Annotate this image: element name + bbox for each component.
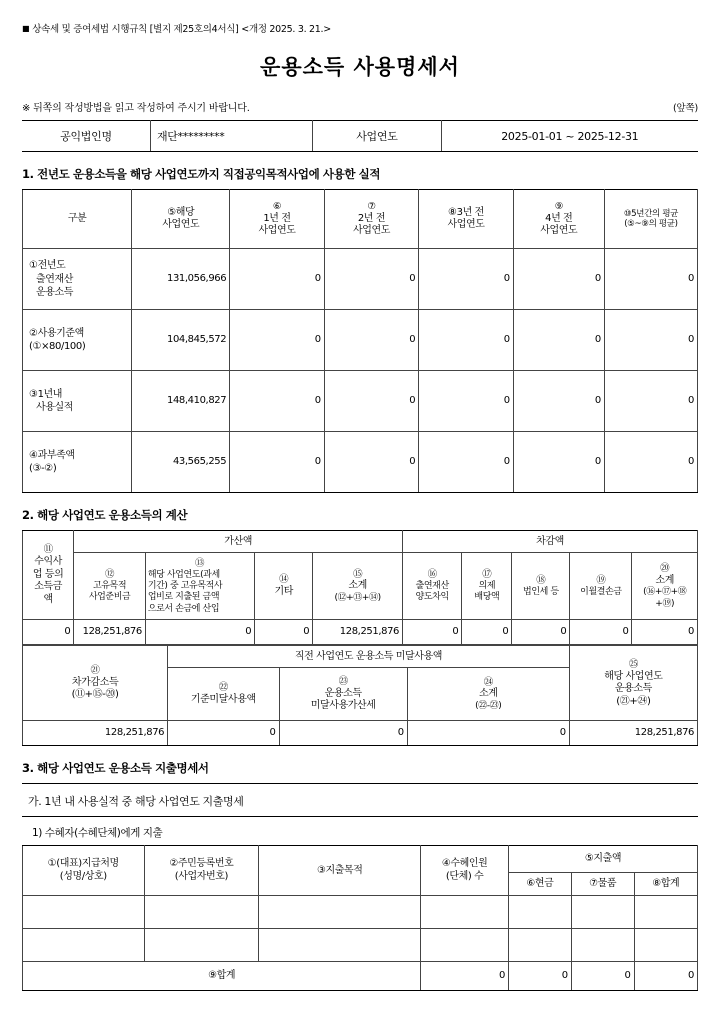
cell-value[interactable]: 0 — [632, 620, 698, 645]
cell-value[interactable]: 0 — [145, 620, 254, 645]
table-row — [23, 371, 698, 432]
col-header-17-l1: 의제 — [478, 581, 496, 592]
section-1-title: 1. 전년도 운용소득을 해당 사업연도까지 직접공익목적사업에 사용한 실적 — [22, 167, 381, 182]
col-header-21-num: ㉑ — [90, 664, 100, 676]
col-header-17-num: ⑰ — [482, 569, 492, 581]
cell-value[interactable]: 0 — [604, 310, 697, 371]
col-header-12-l1: 고유목적 — [92, 581, 127, 592]
section-2-header-row — [23, 553, 698, 620]
instruction-note: ※ 뒤쪽의 작성방법을 읽고 작성하여 주시기 바랍니다. — [22, 103, 250, 115]
col-header-21-l1: 차가감소득 — [71, 676, 119, 688]
section-3a1-title: 1) 수혜자(수혜단체)에게 지출 — [32, 827, 163, 840]
col-header-6 — [230, 190, 325, 249]
cell-value[interactable]: 0 — [324, 432, 419, 493]
col-header-19-l1: 이월결손금 — [580, 586, 622, 597]
col-header-5 — [132, 190, 230, 249]
fiscal-year-value[interactable]: 2025-01-01 ~ 2025-12-31 — [441, 121, 698, 152]
col-header-15 — [313, 553, 403, 620]
table-row — [23, 432, 698, 493]
col-header-payee-l2: (성명/상호) — [59, 870, 107, 882]
cell-value[interactable] — [23, 896, 145, 929]
row-label-4-l2: (③-②) — [29, 463, 57, 475]
col-header-11-l2: 업 등의 — [32, 568, 64, 580]
org-name-label: 공익법인명 — [22, 121, 150, 152]
col-header-10-l2: (⑤~⑨의 평균) — [624, 219, 678, 230]
col-header-beneficiary-count — [421, 846, 509, 896]
cell-value[interactable] — [144, 929, 259, 962]
col-header-25-l2: 운용소득 — [614, 683, 652, 695]
row-label-1-l3: 운용소득 — [36, 287, 74, 299]
col-header-14-l1: 기타 — [274, 586, 293, 598]
page-side-mark: (앞쪽) — [673, 103, 698, 115]
section-3-total-row — [23, 962, 698, 991]
cell-value[interactable]: 0 — [513, 310, 604, 371]
total-label: ⑨합계 — [23, 962, 421, 991]
group-header-deduction: 차감액 — [403, 531, 698, 553]
cell-value[interactable]: 0 — [570, 620, 632, 645]
col-header-20-l2: (⑯+⑰+⑱ — [643, 587, 687, 598]
cell-value[interactable] — [508, 896, 571, 929]
cell-value[interactable]: 0 — [230, 249, 325, 310]
row-label-2-l2: (①×80/100) — [29, 341, 86, 353]
section-2-top-table — [22, 530, 698, 645]
col-header-11-l1: 수익사 — [34, 556, 63, 568]
section-3a-divider — [22, 816, 698, 817]
col-header-15-l1: 소계 — [348, 580, 367, 592]
col-header-25-l1: 해당 사업연도 — [604, 670, 663, 682]
col-header-24-num: ㉔ — [483, 676, 493, 688]
col-header-7-l2: 2년 전 — [357, 212, 386, 224]
section-2-group-row — [23, 531, 698, 553]
col-header-13-l4: 으로서 손금에 산입 — [147, 603, 220, 614]
col-header-6-l3: 사업연도 — [258, 225, 296, 237]
col-header-id-number — [144, 846, 259, 896]
cell-value[interactable]: 0 — [512, 620, 570, 645]
col-header-25-l3: (㉑+㉔) — [616, 695, 651, 707]
cell-value[interactable]: 104,845,572 — [132, 310, 230, 371]
col-header-12-l2: 사업준비금 — [88, 592, 131, 603]
col-header-14-num: ⑭ — [279, 574, 289, 586]
cell-value[interactable]: 0 — [419, 310, 514, 371]
table-row — [23, 721, 698, 746]
col-header-17 — [462, 553, 512, 620]
table-row — [23, 310, 698, 371]
col-header-16 — [403, 553, 462, 620]
cell-value[interactable]: 0 — [419, 371, 514, 432]
col-header-20-l1: 소계 — [655, 574, 674, 586]
section-1-header-row — [23, 190, 698, 249]
cell-value[interactable] — [259, 929, 421, 962]
section-3a-title: 가. 1년 내 사용실적 중 해당 사업연도 지출명세 — [28, 795, 244, 809]
col-header-purpose: ③지출목적 — [259, 846, 421, 896]
row-label-4-l1: ④과부족액 — [29, 449, 75, 461]
col-header-9-l1: ⑨ — [554, 200, 563, 212]
section-3-header-row-1 — [23, 846, 698, 873]
table-row — [22, 121, 698, 152]
col-header-9 — [513, 190, 604, 249]
cell-value[interactable]: 148,410,827 — [132, 371, 230, 432]
col-header-18-l1: 법인세 등 — [523, 586, 559, 597]
section-2-bottom-table — [22, 645, 698, 746]
col-header-8-l2: 사업연도 — [447, 219, 485, 231]
cell-value[interactable] — [23, 929, 145, 962]
cell-value[interactable]: 0 — [513, 249, 604, 310]
row-label-3-l1: ③1년내 — [29, 388, 63, 400]
row-label-1-l1: ①전년도 — [29, 260, 66, 272]
cell-value[interactable]: 0 — [419, 249, 514, 310]
cell-value[interactable] — [421, 896, 509, 929]
row-label-3-l2: 사용실적 — [36, 402, 74, 414]
notice-row — [22, 99, 698, 114]
col-header-6-l2: 1년 전 — [263, 212, 291, 224]
col-header-19 — [570, 553, 632, 620]
col-header-11-l3: 소득금 — [34, 581, 63, 593]
row-label-1 — [23, 249, 132, 310]
cell-value[interactable]: 0 — [604, 249, 697, 310]
row-label-1-l2: 출연재산 — [36, 273, 74, 285]
org-info-table — [22, 120, 698, 152]
cell-value[interactable]: 0 — [403, 620, 462, 645]
col-header-12 — [74, 553, 146, 620]
col-header-22-l1: 기준미달사용액 — [190, 694, 256, 706]
col-header-22-num: ㉒ — [218, 682, 228, 694]
col-header-7 — [324, 190, 419, 249]
col-header-13 — [145, 553, 254, 620]
cell-value[interactable]: 0 — [168, 721, 279, 746]
cell-value[interactable]: 131,056,966 — [132, 249, 230, 310]
table-row — [23, 896, 698, 929]
row-label-3 — [23, 371, 132, 432]
cell-value[interactable]: 0 — [513, 371, 604, 432]
cell-value[interactable]: 0 — [604, 432, 697, 493]
col-header-goods: ⑦물품 — [571, 873, 634, 896]
col-header-7-l1: ⑦ — [367, 200, 376, 212]
table-row — [23, 249, 698, 310]
col-header-25-num: ㉕ — [628, 658, 638, 670]
total-sum[interactable]: 0 — [634, 962, 697, 991]
cell-value[interactable]: 128,251,876 — [313, 620, 403, 645]
col-header-15-l2: (⑫+⑬+⑭) — [334, 592, 381, 603]
cell-value[interactable] — [259, 896, 421, 929]
section-2b-group-row — [23, 646, 698, 668]
cell-value[interactable]: 0 — [230, 432, 325, 493]
row-label-2-l1: ②사용기준액 — [29, 327, 84, 339]
col-header-15-num: ⑮ — [353, 568, 363, 580]
cell-value[interactable]: 0 — [324, 371, 419, 432]
cell-value[interactable]: 0 — [324, 310, 419, 371]
cell-value[interactable] — [634, 896, 697, 929]
group-header-expenditure: ⑤지출액 — [508, 846, 697, 873]
section-3-title: 3. 해당 사업연도 운용소득 지출명세서 — [22, 761, 209, 776]
col-header-id-number-l2: (사업자번호) — [174, 870, 229, 882]
group-header-addition: 가산액 — [74, 531, 403, 553]
section-2-title: 2. 해당 사업연도 운용소득의 계산 — [22, 508, 188, 523]
cell-value[interactable]: 0 — [324, 249, 419, 310]
col-header-22 — [168, 668, 279, 721]
col-header-16-num: ⑯ — [427, 569, 437, 581]
cell-value[interactable] — [571, 896, 634, 929]
col-header-24 — [407, 668, 569, 721]
col-header-id-number-l1: ②주민등록번호 — [169, 858, 234, 870]
col-header-6-l1: ⑥ — [272, 200, 282, 212]
cell-value[interactable]: 0 — [23, 620, 74, 645]
col-header-24-l2: (㉒-㉓) — [475, 700, 502, 711]
col-header-21-l2: (⑪+⑮-⑳) — [71, 689, 119, 701]
col-header-11-num: ⑪ — [43, 544, 53, 556]
cell-value[interactable]: 128,251,876 — [569, 721, 697, 746]
table-row — [23, 620, 698, 645]
col-header-13-l3: 업비로 지출된 금액 — [147, 592, 220, 603]
cell-value[interactable]: 128,251,876 — [23, 721, 168, 746]
col-header-sum: ⑧합계 — [634, 873, 697, 896]
col-header-23-num: ㉓ — [338, 675, 348, 687]
col-header-25 — [569, 646, 697, 721]
fiscal-year-label: 사업연도 — [313, 121, 441, 152]
col-header-20-num: ⑳ — [660, 562, 670, 574]
col-header-11-l4: 액 — [43, 593, 53, 605]
col-header-20-l3: +⑲) — [655, 598, 675, 609]
form-code-line — [22, 24, 698, 35]
total-beneficiary-count[interactable]: 0 — [421, 962, 509, 991]
col-header-19-num: ⑲ — [596, 574, 606, 586]
square-bullet-icon: ■ — [22, 24, 30, 33]
cell-value[interactable] — [421, 929, 509, 962]
cell-value[interactable]: 0 — [513, 432, 604, 493]
col-header-16-l1: 출연재산 — [415, 581, 449, 592]
col-header-23 — [279, 668, 407, 721]
col-header-16-l2: 양도차익 — [415, 592, 449, 603]
col-header-11 — [23, 531, 74, 620]
col-header-9-l2: 4년 전 — [545, 212, 573, 224]
cell-value[interactable]: 0 — [230, 310, 325, 371]
row-label-4 — [23, 432, 132, 493]
col-header-18 — [512, 553, 570, 620]
section-3-table — [22, 845, 698, 991]
col-header-payee — [23, 846, 145, 896]
cell-value[interactable]: 0 — [407, 721, 569, 746]
col-header-8 — [419, 190, 514, 249]
cell-value[interactable] — [634, 929, 697, 962]
org-name-value[interactable]: 재단********* — [150, 121, 312, 152]
col-header-13-num: ⑬ — [194, 557, 205, 569]
col-header-8-l1: ⑧3년 전 — [448, 206, 484, 218]
col-header-payee-l1: ①(대표)지급처명 — [47, 858, 119, 870]
col-header-7-l3: 사업연도 — [352, 225, 390, 237]
group-header-prev-year-shortfall: 직전 사업연도 운용소득 미달사용액 — [168, 646, 570, 668]
row-label-2 — [23, 310, 132, 371]
col-header-10-l1: ⑩5년간의 평균 — [623, 208, 679, 219]
col-header-10 — [604, 190, 697, 249]
col-header-13-l2: 기간) 중 고유목적사 — [147, 581, 223, 592]
col-header-9-l3: 사업연도 — [540, 225, 578, 237]
cell-value[interactable]: 0 — [279, 721, 407, 746]
page-title: 운용소득 사용명세서 — [260, 55, 460, 80]
cell-value[interactable]: 43,565,255 — [132, 432, 230, 493]
col-header-13-l1: 해당 사업연도(과세 — [147, 569, 220, 580]
cell-value[interactable] — [144, 896, 259, 929]
cell-value[interactable]: 0 — [230, 371, 325, 432]
col-header-12-num: ⑫ — [105, 569, 115, 581]
col-header-21 — [23, 646, 168, 721]
col-header-gubun — [23, 190, 132, 249]
cell-value[interactable] — [508, 929, 571, 962]
col-header-23-l1: 운용소득 — [324, 687, 362, 699]
cell-value[interactable]: 0 — [419, 432, 514, 493]
cell-value[interactable] — [571, 929, 634, 962]
col-header-gubun-l1: 구분 — [67, 213, 87, 225]
cell-value[interactable]: 0 — [604, 371, 697, 432]
col-header-17-l2: 배당액 — [474, 592, 500, 603]
section-3-divider — [22, 783, 698, 784]
form-code-text: 상속세 및 증여세법 시행규칙 [별지 제25호의4서식] <개정 2025. 3. 21.> — [32, 24, 331, 35]
col-header-5-l1: ⑤해당 — [167, 206, 195, 218]
table-row — [23, 929, 698, 962]
section-1-table — [22, 189, 698, 493]
total-goods[interactable]: 0 — [571, 962, 634, 991]
cell-value[interactable]: 0 — [462, 620, 512, 645]
col-header-5-l2: 사업연도 — [162, 219, 200, 231]
col-header-20 — [632, 553, 698, 620]
col-header-18-num: ⑱ — [536, 574, 546, 586]
cell-value[interactable]: 0 — [255, 620, 313, 645]
col-header-24-l1: 소계 — [478, 688, 498, 700]
total-cash[interactable]: 0 — [508, 962, 571, 991]
col-header-beneficiary-count-l2: (단체) 수 — [445, 870, 484, 882]
col-header-beneficiary-count-l1: ④수혜인원 — [441, 858, 488, 870]
col-header-14 — [255, 553, 313, 620]
col-header-23-l2: 미달사용가산세 — [310, 700, 376, 712]
col-header-cash: ⑥현금 — [508, 873, 571, 896]
cell-value[interactable]: 128,251,876 — [74, 620, 146, 645]
